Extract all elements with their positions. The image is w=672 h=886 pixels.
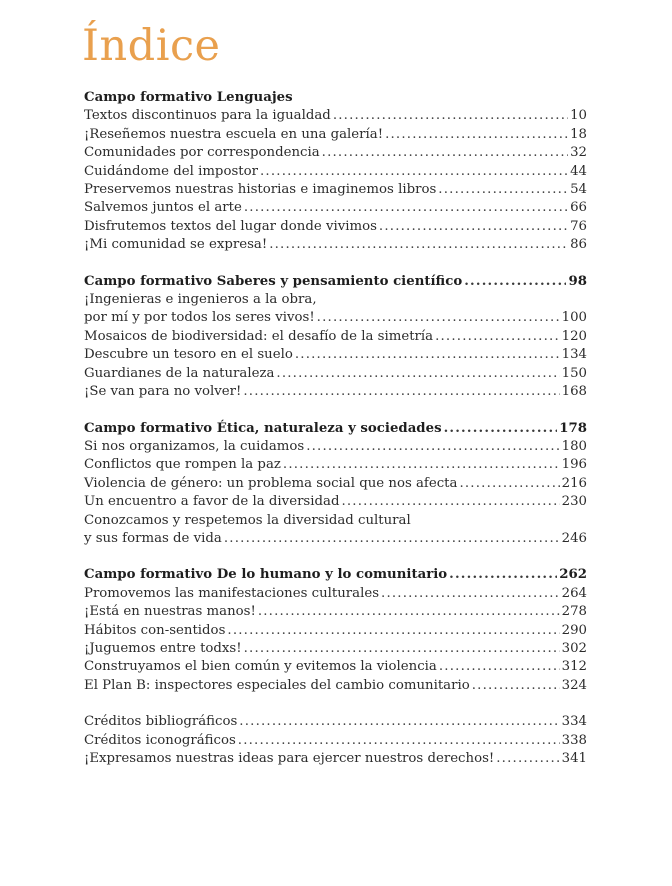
dot-leader <box>276 365 559 383</box>
toc-entry[interactable] <box>84 677 587 695</box>
toc-entry-page: 100 <box>561 310 587 326</box>
toc-entry-page: 230 <box>561 494 587 510</box>
dot-leader <box>496 750 559 768</box>
toc-entry-title: Créditos bibliográficos <box>84 714 238 730</box>
toc-entry-page: 120 <box>561 328 587 344</box>
toc-entry-title: Violencia de género: un problema social que nos afecta <box>84 475 458 491</box>
page-title: Índice <box>82 21 221 71</box>
toc-entry[interactable] <box>84 456 587 474</box>
dot-leader <box>224 530 560 548</box>
toc-entry-page: 54 <box>570 182 587 198</box>
toc-entry-title: Textos discontinuos para la igualdad <box>84 108 331 124</box>
dot-leader <box>341 493 559 511</box>
toc-entry-title: Construyamos el bien común y evitemos la violencia <box>84 659 437 675</box>
dot-leader <box>283 456 560 474</box>
section-heading-page: 262 <box>559 567 587 583</box>
section-heading[interactable] <box>84 566 587 584</box>
dot-leader <box>439 658 560 676</box>
toc-section <box>84 273 587 402</box>
toc-entry-title: ¡Juguemos entre todxs! <box>84 640 242 656</box>
table-of-contents <box>84 89 587 786</box>
toc-entry-title: Disfrutemos textos del lugar donde vivimos <box>84 218 377 234</box>
toc-entry-title: Comunidades por correspondencia <box>84 145 320 161</box>
toc-entry-title: Promovemos las manifestaciones culturales <box>84 585 380 601</box>
dot-leader <box>464 273 566 291</box>
toc-entry-page: 18 <box>570 126 587 142</box>
toc-entry-page: 76 <box>570 218 587 234</box>
toc-entry[interactable] <box>84 603 587 621</box>
toc-entry[interactable] <box>84 181 587 199</box>
toc-entry-title: por mí y por todos los seres vivos! <box>84 310 315 326</box>
toc-entry-title: ¡Se van para no volver! <box>84 384 242 400</box>
toc-entry[interactable] <box>84 713 587 731</box>
toc-entry-title: y sus formas de vida <box>84 530 222 546</box>
dot-leader <box>381 585 560 603</box>
toc-entry-title: Hábitos con-sentidos <box>84 622 226 638</box>
section-heading-label: Campo formativo Ética, naturaleza y sociedades <box>84 420 442 436</box>
toc-entry-title: Mosaicos de biodiversidad: el desafío de la simetría <box>84 328 434 344</box>
dot-leader <box>322 144 568 162</box>
toc-entry-title: Un encuentro a favor de la diversidad <box>84 494 340 510</box>
dot-leader <box>239 713 559 731</box>
toc-section <box>84 89 587 255</box>
section-heading[interactable] <box>84 420 587 438</box>
toc-entry-page: 264 <box>561 585 587 601</box>
toc-entry-title: Salvemos juntos el arte <box>84 200 242 216</box>
dot-leader <box>444 420 558 438</box>
section-heading-label: Campo formativo Saberes y pensamiento científico <box>84 273 463 289</box>
dot-leader <box>244 199 568 217</box>
toc-entry-title: ¡Está en nuestras manos! <box>84 604 256 620</box>
toc-entry-page: 312 <box>561 659 587 675</box>
dot-leader <box>317 309 560 327</box>
toc-entry-title: ¡Reseñemos nuestra escuela en una galería! <box>84 126 384 142</box>
toc-entry-page: 290 <box>561 622 587 638</box>
dot-leader <box>244 640 560 658</box>
toc-entry-page: 341 <box>561 751 587 766</box>
dot-leader <box>449 566 557 584</box>
toc-entry[interactable] <box>84 107 587 125</box>
section-heading-page: 98 <box>568 273 587 289</box>
toc-entry-page: 334 <box>561 714 587 730</box>
toc-entry-page: 246 <box>561 530 587 546</box>
toc-entry-title: ¡Expresamos nuestras ideas para ejercer nuestros derechos! <box>84 751 495 766</box>
toc-entry-title: Créditos iconográficos <box>84 732 236 748</box>
section-heading: Campo formativo Lenguajes <box>84 90 293 105</box>
toc-entry-title: ¡Mi comunidad se expresa! <box>84 237 268 253</box>
toc-entry-page: 44 <box>570 163 587 179</box>
dot-leader <box>295 346 560 364</box>
toc-entry-title: El Plan B: inspectores especiales del cambio comunitario <box>84 677 470 693</box>
section-heading-label: Campo formativo De lo humano y lo comunitario <box>84 567 448 583</box>
dot-leader <box>306 438 559 456</box>
dot-leader <box>379 218 568 236</box>
toc-entry-page: 216 <box>561 475 587 491</box>
section-heading-page: 178 <box>559 420 587 436</box>
toc-entry-title: Conflictos que rompen la paz <box>84 457 281 473</box>
toc-entry[interactable] <box>84 585 587 603</box>
toc-section <box>84 420 587 549</box>
toc-section <box>84 566 587 695</box>
dot-leader <box>260 163 568 181</box>
dot-leader <box>472 677 560 695</box>
toc-entry[interactable] <box>84 365 587 383</box>
toc-entry-page: 196 <box>561 457 587 473</box>
dot-leader <box>243 383 559 401</box>
toc-entry-page: 134 <box>561 347 587 363</box>
toc-entry[interactable] <box>84 309 587 327</box>
toc-entry-page: 86 <box>570 237 587 253</box>
toc-entry-page: 150 <box>561 365 587 381</box>
toc-entry-line[interactable]: ¡Ingenieras e ingenieros a la obra, <box>84 292 317 308</box>
toc-entry[interactable] <box>84 493 587 511</box>
toc-entry-title: Si nos organizamos, la cuidamos <box>84 438 305 454</box>
toc-entry[interactable] <box>84 346 587 364</box>
dot-leader <box>258 603 560 621</box>
toc-entry-page: 32 <box>570 145 587 161</box>
toc-entry-title: Preservemos nuestras historias e imaginemos libros <box>84 182 437 198</box>
toc-entry-page: 180 <box>561 438 587 454</box>
toc-entry-title: Guardianes de la naturaleza <box>84 365 275 381</box>
toc-entry[interactable] <box>84 622 587 640</box>
toc-entry[interactable] <box>84 328 587 346</box>
toc-entry-page: 168 <box>561 384 587 400</box>
toc-section <box>84 713 587 768</box>
toc-entry-page: 338 <box>561 732 587 748</box>
toc-entry[interactable] <box>84 640 587 658</box>
dot-leader <box>459 475 559 493</box>
dot-leader <box>238 732 560 750</box>
dot-leader <box>438 181 568 199</box>
toc-entry[interactable] <box>84 163 587 181</box>
toc-entry-page: 278 <box>561 604 587 620</box>
toc-entry[interactable] <box>84 218 587 236</box>
section-heading[interactable] <box>84 273 587 291</box>
toc-entry[interactable] <box>84 475 587 493</box>
toc-entry-page: 66 <box>570 200 587 216</box>
toc-entry[interactable] <box>84 658 587 676</box>
toc-entry-line[interactable]: Conozcamos y respetemos la diversidad cultural <box>84 512 411 528</box>
toc-entry-title: Cuidándome del impostor <box>84 163 258 179</box>
toc-entry[interactable] <box>84 383 587 401</box>
toc-entry[interactable] <box>84 732 587 750</box>
toc-entry[interactable] <box>84 530 587 548</box>
toc-entry-page: 10 <box>570 108 587 124</box>
toc-entry[interactable] <box>84 199 587 217</box>
dot-leader <box>435 328 560 346</box>
toc-entry[interactable] <box>84 144 587 162</box>
dot-leader <box>385 126 568 144</box>
toc-entry-title: Descubre un tesoro en el suelo <box>84 347 293 363</box>
toc-entry-page: 302 <box>561 640 587 656</box>
toc-entry[interactable] <box>84 438 587 456</box>
dot-leader <box>333 107 568 125</box>
toc-entry-page: 324 <box>561 677 587 693</box>
toc-entry[interactable] <box>84 236 587 254</box>
toc-entry[interactable] <box>84 126 587 144</box>
toc-entry[interactable] <box>84 750 587 768</box>
dot-leader <box>227 622 559 640</box>
dot-leader <box>269 236 568 254</box>
